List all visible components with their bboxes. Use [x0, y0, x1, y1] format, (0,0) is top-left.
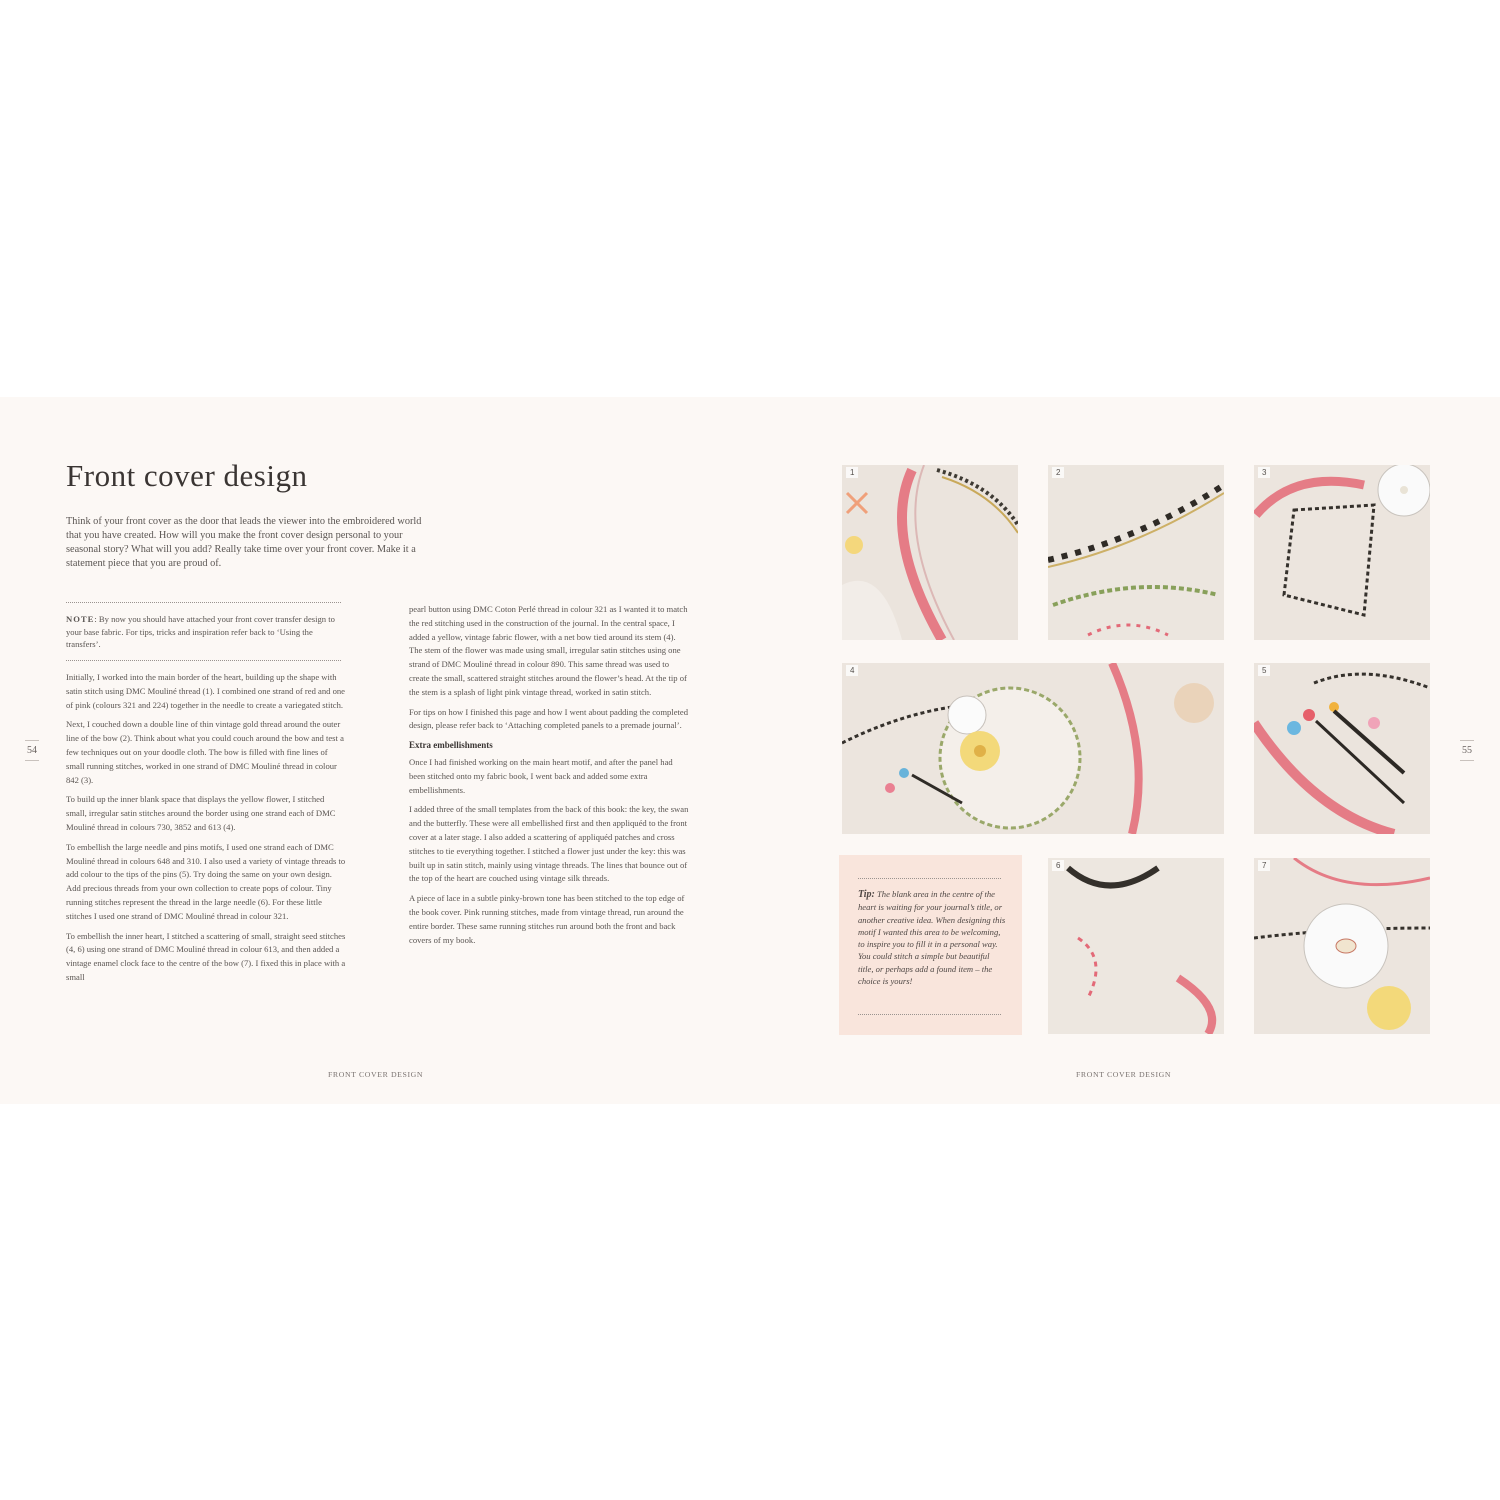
- body-paragraph: Next, I couched down a double line of thin vintage gold thread around the outer line of the bow (2). Think about what you could couch around the bow and test a few techniques out on your doodle cloth. The bow is filled with fine lines of small running stitches, worked in one strand of DMC Mouliné thread in colour 842 (3).: [66, 719, 344, 785]
- photo-2-image: [1048, 465, 1224, 640]
- note-block: [66, 613, 342, 651]
- embroidery-photo-7: [1254, 858, 1430, 1034]
- photo-number: 2: [1052, 467, 1064, 478]
- photo-6-image: [1048, 858, 1224, 1034]
- body-paragraph: pearl button using DMC Coton Perlé thread in colour 321 as I wanted it to match the red stitching used in the construction of the journal. In the central space, I added a yellow, vintage fabric flower, with a net bow tied around its stem (4). The stem of the flower was made using small, irregular satin stitches using one strand of DMC Mouliné thread in colour 890. This same thread was used to create the small, scattered straight stitches around the flower’s head. At the tip of the stem is a splash of light pink vintage thread, worked in satin stitch.: [409, 604, 688, 697]
- body-paragraph: A piece of lace in a subtle pinky-brown tone has been stitched to the top edge of the book cover. Pink running stitches, made from vintage thread, run around the entire border. These same running stitches run around both the front and back covers of my book.: [409, 893, 685, 945]
- footer-left: FRONT COVER DESIGN: [328, 1070, 424, 1079]
- embroidery-photo-6: [1048, 858, 1224, 1034]
- photo-number: 1: [846, 467, 858, 478]
- photo-number: 4: [846, 665, 858, 676]
- photo-number: 5: [1258, 665, 1270, 676]
- note-divider-top: [66, 602, 341, 603]
- page-number-right: 55: [1460, 740, 1474, 761]
- note-label: NOTE: [66, 614, 95, 624]
- body-paragraph: I added three of the small templates from the back of this book: the key, the swan and the butterfly. These were all embellished first and then appliquéd to the front cover at a later stage. I also added a scattering of appliquéd patches and cross stitches to tie everything together. I stitched a flower just under the key: this was built up in satin stitch, mainly using vintage threads. The lines that bounce out of the top of the heart are couched using vintage silk threads.: [409, 804, 689, 884]
- tip-text-block: [858, 888, 1006, 987]
- tip-text: The blank area in the centre of the heart is waiting for your journal’s title, or another creative idea. When designing this motif I wanted this area to be welcoming, to inspire you to fill it in a personal way. You could stitch a simple but beautiful title, or perhaps add a found item – the choice is yours!: [858, 889, 1006, 987]
- embroidery-photo-2: [1048, 465, 1224, 640]
- right-column: [409, 603, 689, 953]
- body-paragraph: To embellish the large needle and pins motifs, I used one strand each of DMC Mouliné thread in colours 648 and 310. I also used a variety of vintage threads to add colour to the tips of the pins (5). Try doing the same on your own design. Add precious threads from your own collection to create pops of colour. Tiny running stitches represent the thread in the large needle (6). For these little stitches I used one strand of DMC Mouliné thread in colour 321.: [66, 841, 346, 921]
- body-paragraph: To build up the inner blank space that displays the yellow flower, I stitched small, irregular satin stitches around the border using one strand each of DMC Mouliné thread in colours 730, 3852 and 613 (4).: [66, 794, 336, 832]
- page-number-left: 54: [25, 740, 39, 761]
- left-column: [66, 671, 346, 991]
- section-heading: Extra embellishments: [409, 740, 493, 751]
- note-divider-bottom: [66, 660, 341, 661]
- intro-paragraph: Think of your front cover as the door that leads the viewer into the embroidered world that you have created. How will you make the front cover design personal to your seasonal story? What will you add? Really take time over your front cover. Make it a statement piece that you are proud of.: [66, 516, 422, 569]
- photo-3-image: [1254, 465, 1430, 640]
- photo-number: 3: [1258, 467, 1270, 478]
- photo-number: 7: [1258, 860, 1270, 871]
- page-title: Front cover design: [66, 458, 308, 493]
- body-paragraph: For tips on how I finished this page and how I went about padding the completed design, please refer back to ‘Attaching completed panels to a premade journal’.: [409, 706, 689, 731]
- photo-number: 6: [1052, 860, 1064, 871]
- body-paragraph: Once I had finished working on the main heart motif, and after the panel had been stitched onto my fabric book, I went back and added some extra embellishments.: [409, 756, 673, 795]
- tip-divider-bottom: [858, 1014, 1001, 1015]
- photo-5-image: [1254, 663, 1430, 834]
- embroidery-photo-3: [1254, 465, 1430, 640]
- photo-7-image: [1254, 858, 1430, 1034]
- body-paragraph: To embellish the inner heart, I stitched a scattering of small, straight seed stitches (4, 6) using one strand of DMC Mouliné thread in colour 613, and then added a vintage enamel clock face to the centre of the bow (7). I fixed this in place with a small: [66, 930, 346, 982]
- embroidery-photo-1: [842, 465, 1018, 640]
- photo-1-image: [842, 465, 1018, 640]
- tip-divider-top: [858, 878, 1001, 879]
- embroidery-photo-4: [842, 663, 1224, 834]
- note-text: : By now you should have attached your front cover transfer design to your base fabric. For tips, tricks and inspiration refer back to ‘Using the transfers’.: [66, 614, 335, 649]
- tip-label: Tip:: [858, 889, 875, 900]
- body-paragraph: Initially, I worked into the main border of the heart, building up the shape with satin stitch using DMC Mouliné thread (1). I combined one strand of red and one of pink (colours 321 and 224) together in the needle to create a variegated stitch.: [66, 672, 345, 710]
- embroidery-photo-5: [1254, 663, 1430, 834]
- footer-right: FRONT COVER DESIGN: [1076, 1070, 1172, 1079]
- photo-4-image: [842, 663, 1224, 834]
